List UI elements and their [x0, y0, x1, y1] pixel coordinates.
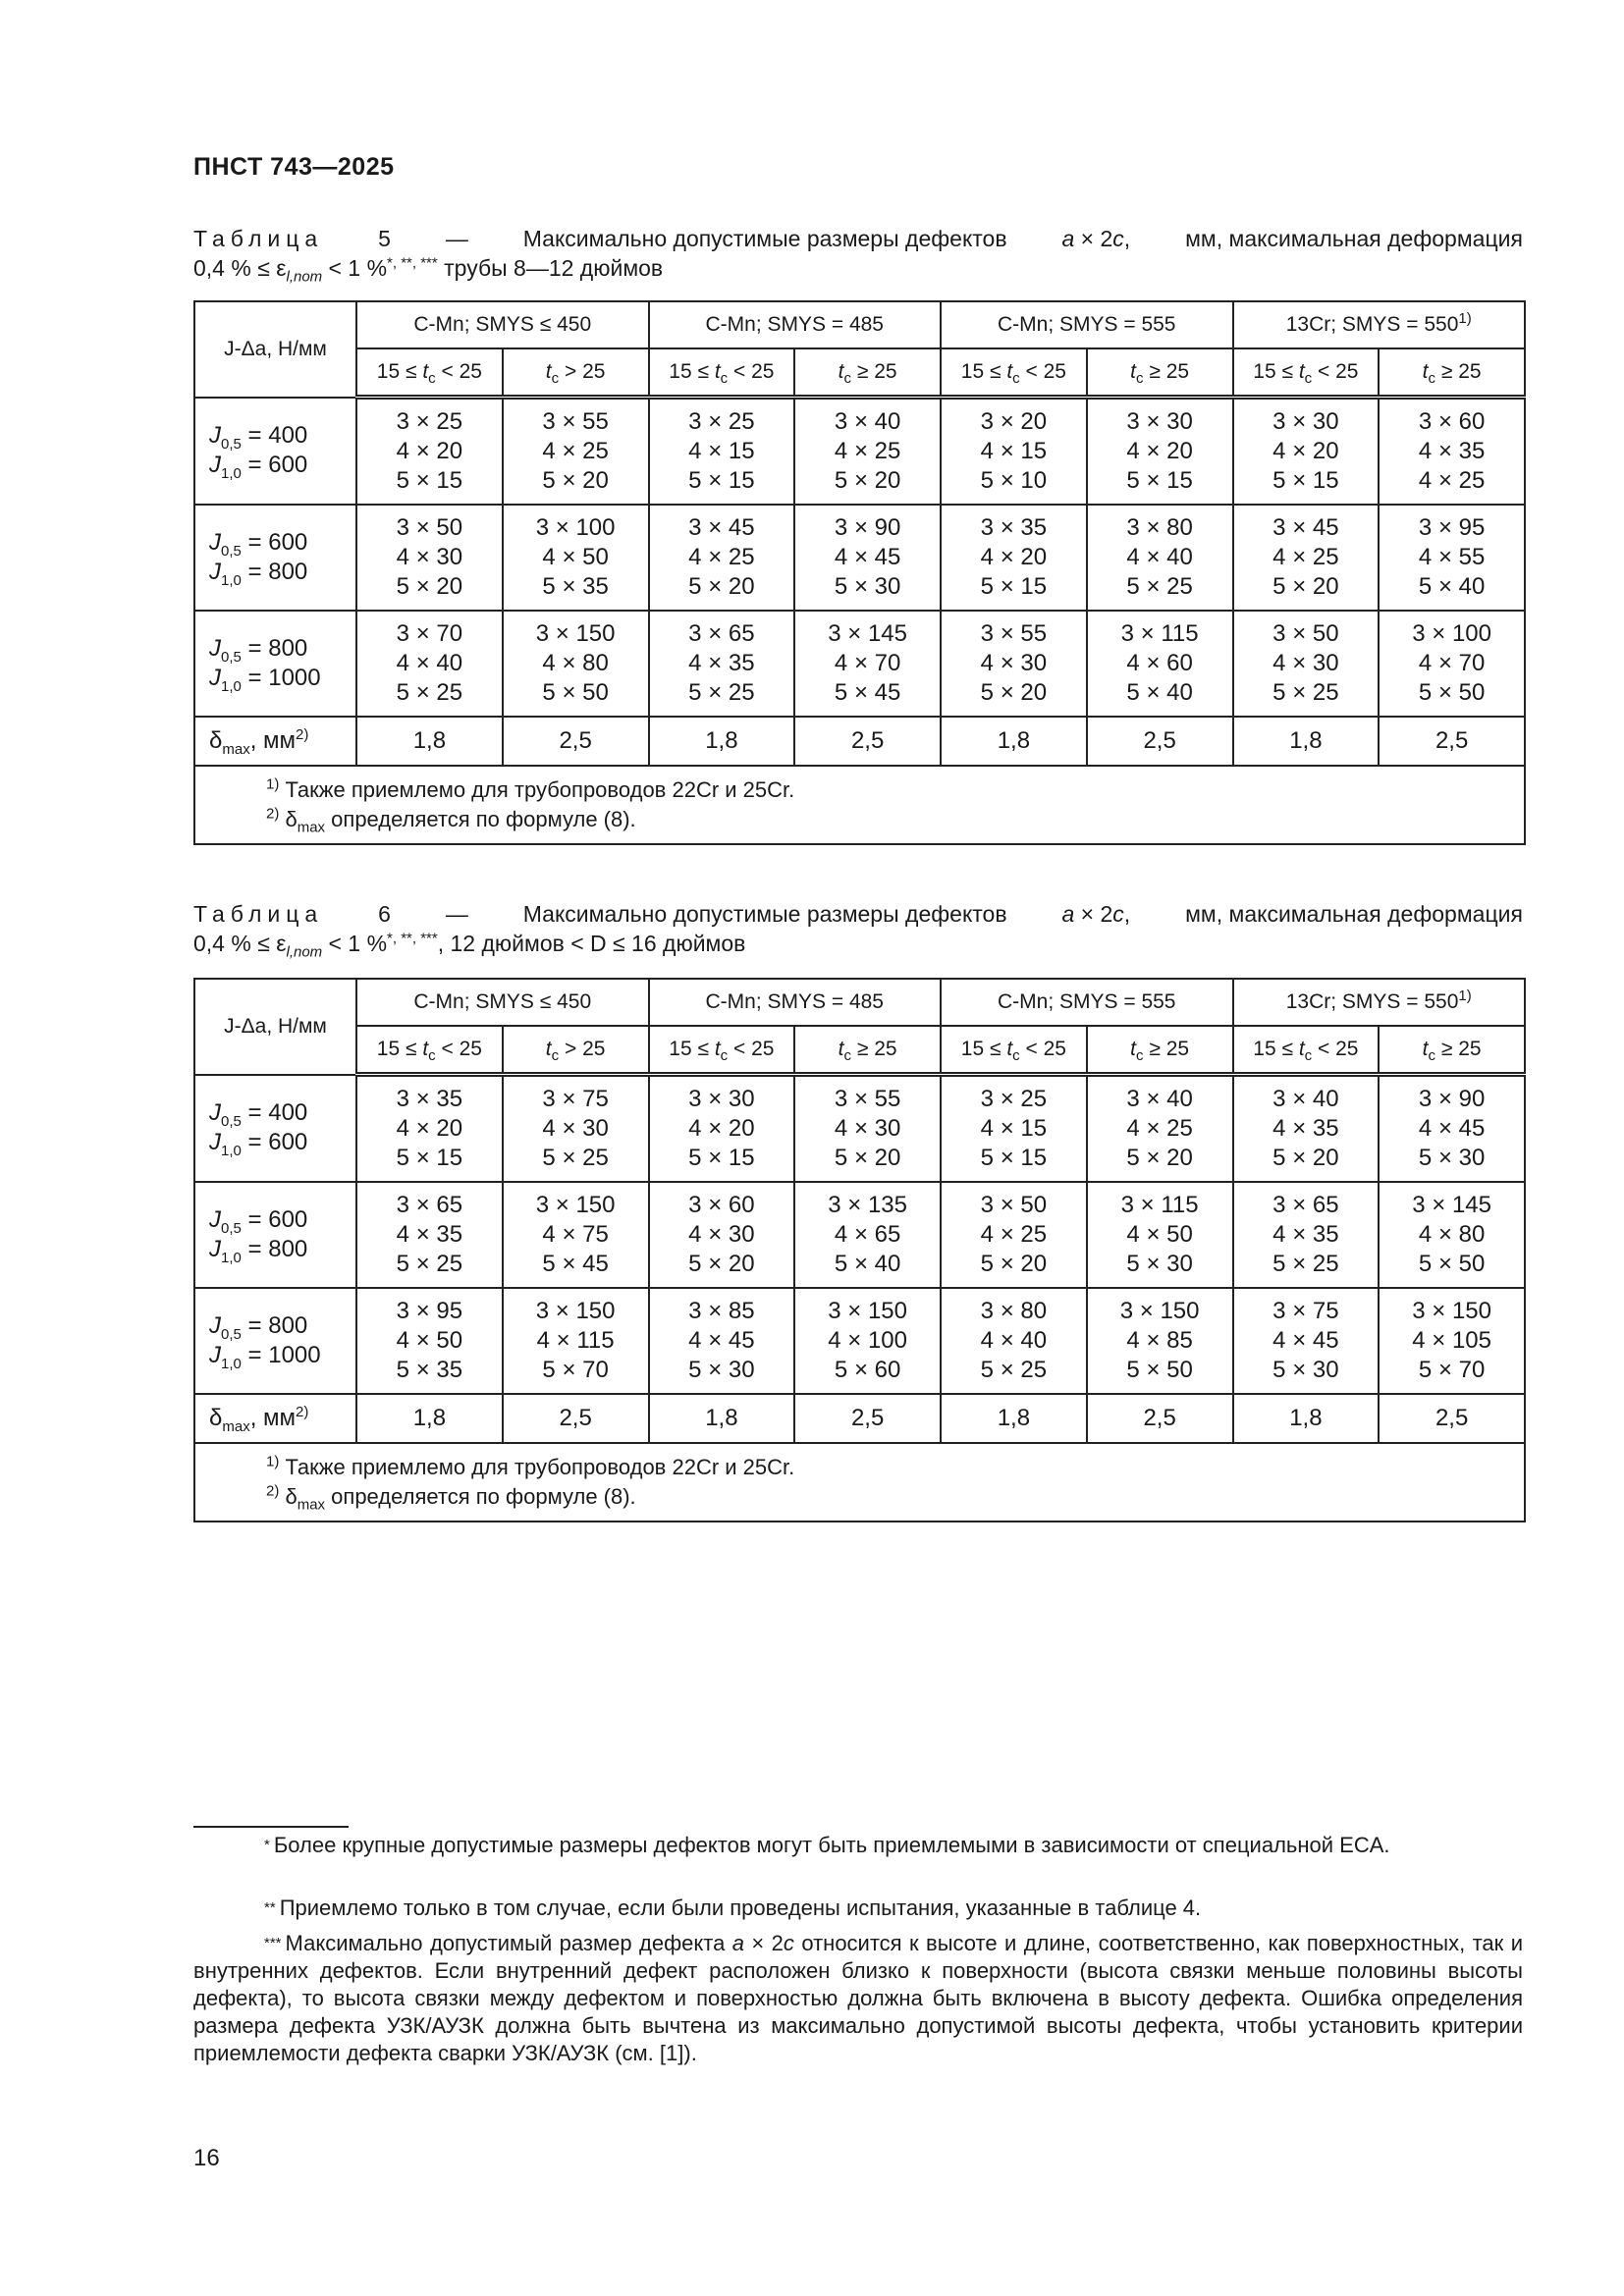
defect-size-cell: 3 × 50 4 × 25 5 × 20 [941, 1182, 1087, 1288]
footnote-1: * Более крупные допустимые размеры дефектов могут быть приемлемыми в зависимости от специальной ECA. [264, 1833, 1390, 1857]
j-value-cell: $J_{0,5} = 400$ $J_{1,0} = 600$ [194, 1075, 356, 1183]
defect-size-cell: 3 × 100 4 × 50 5 × 35 [503, 505, 649, 611]
defect-size-cell: 3 × 150 4 × 75 5 × 45 [503, 1182, 649, 1288]
thickness-subheader: $15 \le t_c < 25$ [1233, 348, 1380, 398]
thickness-subheader: $t_c \ge 25$ [794, 348, 941, 398]
thickness-subheader: $15 \le t_c < 25$ [649, 348, 795, 398]
defect-size-cell: 3 × 35 4 × 20 5 × 15 [356, 1075, 503, 1183]
table-notes: $^{1)}$ Также приемлемо для трубопроводов 22Cr и 25Cr. $^{2)}$ $\delta_{max}$ определяется по формуле (8). [194, 1443, 1525, 1522]
caption-word: Таблица [193, 226, 324, 251]
dmax-value: 1,8 [1233, 1394, 1380, 1443]
data-row [194, 1182, 1525, 1288]
table5-caption: Таблица 5 — Максимально допустимые размеры дефектов a × 2c, мм, максимальная деформация 0,4 % ≤ $\varepsilon_{l,nom} < 1$ %*, **, *** трубы 8—12 дюймов [193, 226, 1523, 286]
defect-size-cell: 3 × 75 4 × 30 5 × 25 [503, 1075, 649, 1183]
defect-size-cell: 3 × 70 4 × 40 5 × 25 [356, 611, 503, 717]
dmax-value: 1,8 [356, 717, 503, 766]
dmax-row [194, 717, 1525, 766]
defect-size-cell: 3 × 115 4 × 60 5 × 40 [1087, 611, 1233, 717]
dmax-value: 1,8 [356, 1394, 503, 1443]
defect-size-cell: 3 × 90 4 × 45 5 × 30 [1379, 1075, 1525, 1183]
defect-size-cell: 3 × 45 4 × 25 5 × 20 [649, 505, 795, 611]
defect-size-cell: 3 × 95 4 × 50 5 × 35 [356, 1288, 503, 1394]
dmax-value: 1,8 [649, 717, 795, 766]
dmax-label: $\delta_{max}$, $мм^{2)}$ [194, 1394, 356, 1443]
thickness-subheader: $t_c \ge 25$ [1379, 348, 1525, 398]
defect-size-cell: 3 × 20 4 × 15 5 × 10 [941, 398, 1087, 506]
caption-number: 5 [378, 226, 391, 251]
footnote-2: ** Приемлемо только в том случае, если были проведены испытания, указанные в таблице 4. [264, 1896, 1202, 1920]
defect-size-cell: 3 × 150 4 × 115 5 × 70 [503, 1288, 649, 1394]
table-5 [193, 300, 1526, 845]
j-value-cell: $J_{0,5} = 800$ $J_{1,0} = 1000$ [194, 611, 356, 717]
dmax-value: 1,8 [649, 1394, 795, 1443]
defect-size-cell: 3 × 35 4 × 20 5 × 15 [941, 505, 1087, 611]
caption-dash: — [445, 901, 468, 927]
defect-size-cell: 3 × 40 4 × 25 5 × 20 [1087, 1075, 1233, 1183]
defect-size-cell: 3 × 85 4 × 45 5 × 30 [649, 1288, 795, 1394]
data-row [194, 505, 1525, 611]
defect-size-cell: 3 × 65 4 × 35 5 × 25 [356, 1182, 503, 1288]
caption-line2-suffix: трубы 8—12 дюймов [444, 255, 664, 281]
group-header: C-Mn; SMYS = 485 [649, 979, 942, 1026]
thickness-subheader: $15 \le t_c < 25$ [941, 348, 1087, 398]
document-code: ПНСТ 743—2025 [193, 153, 395, 181]
defect-size-cell: 3 × 50 4 × 30 5 × 25 [1233, 611, 1380, 717]
defect-size-cell: 3 × 100 4 × 70 5 × 50 [1379, 611, 1525, 717]
defect-size-cell: 3 × 80 4 × 40 5 × 25 [941, 1288, 1087, 1394]
j-header: J-Δa, Н/мм [194, 979, 356, 1075]
caption-line2-prefix: 0,4 % ≤ ε [193, 255, 287, 281]
data-row [194, 398, 1525, 506]
dmax-value: 2,5 [794, 1394, 941, 1443]
dmax-value: 2,5 [1087, 1394, 1233, 1443]
j-value-cell: $J_{0,5} = 600$ $J_{1,0} = 800$ [194, 505, 356, 611]
group-header: C-Mn; SMYS = 555 [941, 979, 1233, 1026]
dmax-value: 1,8 [941, 717, 1087, 766]
dmax-label: $\delta_{max}$, $мм^{2)}$ [194, 717, 356, 766]
thickness-subheader: $t_c > 25$ [503, 348, 649, 398]
defect-size-cell: 3 × 60 4 × 35 4 × 25 [1379, 398, 1525, 506]
dmax-value: 2,5 [1087, 717, 1233, 766]
defect-size-cell: 3 × 115 4 × 50 5 × 30 [1087, 1182, 1233, 1288]
group-header: C-Mn; SMYS ≤ 450 [356, 301, 649, 348]
caption-formula: a × 2c, [1061, 226, 1131, 251]
footnote-3: *** Максимально допустимый размер дефекта a × 2c относится к высоте и длине, соответственно, как поверхностных, так и внутренних дефектов. Если внутренний дефект расположен близко к поверхности (высота связки меньше половины высоты дефекта), то высота связки между дефектом и поверхностью должна быть включена в высоту дефекта. Ошибка определения размера дефекта УЗК/АУЗК должна быть вычтена из максимально допустимой высоты дефекта, чтобы установить критерии приемлемости дефекта сварки УЗК/АУЗК (см. [1]). [193, 1931, 1523, 2065]
j-value-cell: $J_{0,5} = 600$ $J_{1,0} = 800$ [194, 1182, 356, 1288]
group-header: C-Mn; SMYS = 555 [941, 301, 1233, 348]
defect-size-cell: 3 × 50 4 × 30 5 × 20 [356, 505, 503, 611]
defect-size-cell: 3 × 75 4 × 45 5 × 30 [1233, 1288, 1380, 1394]
caption-line2-prefix: 0,4 % ≤ ε [193, 931, 287, 956]
defect-size-cell: 3 × 80 4 × 40 5 × 25 [1087, 505, 1233, 611]
table-6 [193, 978, 1526, 1522]
thickness-subheader: $t_c > 25$ [503, 1026, 649, 1075]
caption-word: Таблица [193, 901, 324, 927]
group-header: 13Cr; SMYS = $550^{1)}$ [1233, 979, 1526, 1026]
dmax-value: 2,5 [503, 717, 649, 766]
j-header: J-Δa, Н/мм [194, 301, 356, 398]
defect-size-cell: 3 × 135 4 × 65 5 × 40 [794, 1182, 941, 1288]
caption-text: Максимально допустимые размеры дефектов [522, 901, 1007, 927]
thickness-subheader: $15 \le t_c < 25$ [649, 1026, 795, 1075]
defect-size-cell: 3 × 30 4 × 20 5 × 15 [649, 1075, 795, 1183]
dmax-row [194, 1394, 1525, 1443]
thickness-subheader: $t_c \ge 25$ [1379, 1026, 1525, 1075]
defect-size-cell: 3 × 150 4 × 80 5 × 50 [503, 611, 649, 717]
dmax-value: 2,5 [794, 717, 941, 766]
dmax-value: 2,5 [1379, 1394, 1525, 1443]
j-value-cell: $J_{0,5} = 800$ $J_{1,0} = 1000$ [194, 1288, 356, 1394]
thickness-subheader: $15 \le t_c < 25$ [356, 348, 503, 398]
data-row [194, 1075, 1525, 1183]
subheader-row [194, 1026, 1525, 1075]
thickness-subheader: $t_c \ge 25$ [1087, 348, 1233, 398]
defect-size-cell: 3 × 145 4 × 80 5 × 50 [1379, 1182, 1525, 1288]
data-row [194, 1288, 1525, 1394]
caption-end: мм, максимальная деформация [1185, 901, 1523, 927]
defect-size-cell: 3 × 25 4 × 20 5 × 15 [356, 398, 503, 506]
thickness-subheader: $t_c \ge 25$ [794, 1026, 941, 1075]
defect-size-cell: 3 × 150 4 × 85 5 × 50 [1087, 1288, 1233, 1394]
dmax-value: 1,8 [1233, 717, 1380, 766]
defect-size-cell: 3 × 60 4 × 30 5 × 20 [649, 1182, 795, 1288]
defect-size-cell: 3 × 90 4 × 45 5 × 30 [794, 505, 941, 611]
defect-size-cell: 3 × 30 4 × 20 5 × 15 [1087, 398, 1233, 506]
group-header: C-Mn; SMYS ≤ 450 [356, 979, 649, 1026]
group-header: C-Mn; SMYS = 485 [649, 301, 942, 348]
defect-size-cell: 3 × 40 4 × 25 5 × 20 [794, 398, 941, 506]
data-row [194, 611, 1525, 717]
caption-line2-suffix: , 12 дюймов < D ≤ 16 дюймов [437, 931, 746, 956]
thickness-subheader: $15 \le t_c < 25$ [356, 1026, 503, 1075]
thickness-subheader: $15 \le t_c < 25$ [1233, 1026, 1380, 1075]
defect-size-cell: 3 × 45 4 × 25 5 × 20 [1233, 505, 1380, 611]
table6-caption: Таблица 6 — Максимально допустимые размеры дефектов a × 2c, мм, максимальная деформация 0,4 % ≤ $\varepsilon_{l,nom} < 1$ %*, **, ***, 12 дюймов < D ≤ 16 дюймов [193, 901, 1523, 961]
defect-size-cell: 3 × 40 4 × 35 5 × 20 [1233, 1075, 1380, 1183]
defect-size-cell: 3 × 55 4 × 30 5 × 20 [794, 1075, 941, 1183]
defect-size-cell: 3 × 145 4 × 70 5 × 45 [794, 611, 941, 717]
defect-size-cell: 3 × 150 4 × 100 5 × 60 [794, 1288, 941, 1394]
group-header: 13Cr; SMYS = $550^{1)}$ [1233, 301, 1526, 348]
defect-size-cell: 3 × 65 4 × 35 5 × 25 [649, 611, 795, 717]
subheader-row [194, 348, 1525, 398]
defect-size-cell: 3 × 25 4 × 15 5 × 15 [649, 398, 795, 506]
dmax-value: 1,8 [941, 1394, 1087, 1443]
caption-dash: — [445, 226, 468, 251]
j-value-cell: $J_{0,5} = 400$ $J_{1,0} = 600$ [194, 398, 356, 506]
table-notes: $^{1)}$ Также приемлемо для трубопроводов 22Cr и 25Cr. $^{2)}$ $\delta_{max}$ определяется по формуле (8). [194, 766, 1525, 844]
defect-size-cell: 3 × 65 4 × 35 5 × 25 [1233, 1182, 1380, 1288]
thickness-subheader: $t_c \ge 25$ [1087, 1026, 1233, 1075]
defect-size-cell: 3 × 55 4 × 30 5 × 20 [941, 611, 1087, 717]
footnote-rule [193, 1826, 349, 1828]
defect-size-cell: 3 × 25 4 × 15 5 × 15 [941, 1075, 1087, 1183]
dmax-value: 2,5 [1379, 717, 1525, 766]
dmax-value: 2,5 [503, 1394, 649, 1443]
defect-size-cell: 3 × 55 4 × 25 5 × 20 [503, 398, 649, 506]
thickness-subheader: $15 \le t_c < 25$ [941, 1026, 1087, 1075]
defect-size-cell: 3 × 95 4 × 55 5 × 40 [1379, 505, 1525, 611]
defect-size-cell: 3 × 30 4 × 20 5 × 15 [1233, 398, 1380, 506]
caption-end: мм, максимальная деформация [1185, 226, 1523, 251]
page-number: 16 [193, 2145, 220, 2171]
caption-formula: a × 2c, [1061, 901, 1131, 927]
defect-size-cell: 3 × 150 4 × 105 5 × 70 [1379, 1288, 1525, 1394]
caption-number: 6 [378, 901, 391, 927]
caption-text: Максимально допустимые размеры дефектов [522, 226, 1007, 251]
